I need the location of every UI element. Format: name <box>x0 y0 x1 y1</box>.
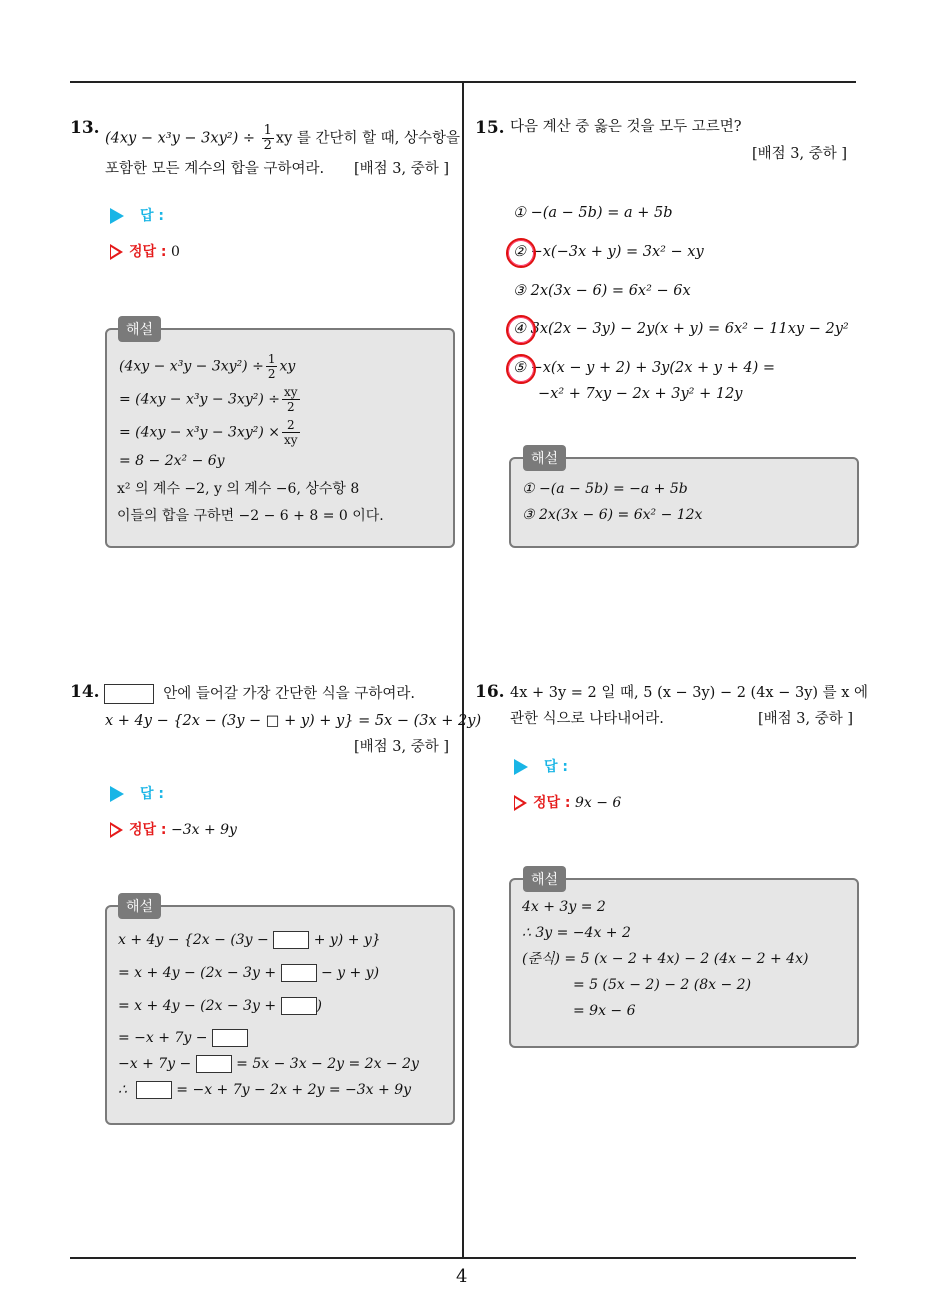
q13-expr: (4xy − x³y − 3xy²) ÷ <box>105 130 255 147</box>
q14-sol-line2: = x + 4y − (2x − 3y + − y + y) <box>118 965 380 981</box>
q16-solution-tag: 해설 <box>523 866 566 892</box>
q13-expr-tail: xy 를 간단히 할 때, 상수항을 <box>275 130 460 147</box>
q14-solution-tag: 해설 <box>118 893 161 919</box>
question-16-line1: 4x + 3y = 2 일 때, 5 (x − 3y) − 2 (4x − 3y) 를 x 에 <box>510 685 869 701</box>
q15-option-4: ④ 3x(2x − 3y) − 2y(x + y) = 6x² − 11xy − 2y² <box>513 321 849 337</box>
q13-sol-line1: (4xy − x³y − 3xy²) ÷ $\frac{1}{2}$ xy <box>119 352 296 381</box>
q16-answer-label: 답 : <box>514 756 568 776</box>
q13-sol-line4: = 8 − 2x² − 6y <box>119 453 225 469</box>
question-16-line2: 관한 식으로 나타내어라. <box>510 711 664 727</box>
blank-box <box>136 1081 172 1099</box>
q13-solution-tag: 해설 <box>118 316 161 342</box>
q15-option-2: ② −x(−3x + y) = 3x² − xy <box>513 244 704 260</box>
question-15-line1: 다음 계산 중 옳은 것을 모두 고르면? <box>510 119 742 135</box>
question-15-number: 15. <box>475 118 505 138</box>
q16-sol-line2: ∴ 3y = −4x + 2 <box>522 925 631 941</box>
outline-triangle-icon <box>514 795 527 811</box>
q14-sol-line4: = −x + 7y − <box>118 1029 248 1047</box>
q13-fraction: $\frac{1}{2}$ <box>263 123 272 153</box>
answer-circle-mark <box>506 238 536 268</box>
blank-box <box>196 1055 232 1073</box>
q16-sol-line5: = 9x − 6 <box>573 1003 636 1019</box>
q13-sol-line6: 이들의 합을 구하면 −2 − 6 + 8 = 0 이다. <box>117 508 384 524</box>
q15-option-1: ① −(a − 5b) = a + 5b <box>513 205 673 221</box>
question-14-score: [배점 3, 중하 ] <box>354 739 450 755</box>
q13-correct-answer: 정답 : 0 <box>110 241 180 261</box>
q13-sol-line5: x² 의 계수 −2, y 의 계수 −6, 상수항 8 <box>117 481 360 497</box>
play-icon <box>110 786 124 802</box>
q15-sol-line1: ① −(a − 5b) = −a + 5b <box>522 481 688 497</box>
q15-sol-line2: ③ 2x(3x − 6) = 6x² − 12x <box>522 507 703 523</box>
blank-box <box>281 964 317 982</box>
q16-sol-line4: = 5 (5x − 2) − 2 (8x − 2) <box>573 977 752 993</box>
question-13-line1 <box>105 124 460 153</box>
q14-blank-box <box>104 684 154 704</box>
play-icon <box>514 759 528 775</box>
question-14-line2: x + 4y − {2x − (3y − □ + y) + y} = 5x − (3x + 2y) <box>105 713 482 729</box>
q15-option-5: ⑤ −x(x − y + 2) + 3y(2x + y + 4) = <box>513 360 775 376</box>
q16-sol-line3: (준식) = 5 (x − 2 + 4x) − 2 (4x − 2 + 4x) <box>522 951 809 967</box>
outline-triangle-icon <box>110 244 123 260</box>
question-14-line1: 안에 들어갈 가장 간단한 식을 구하여라. <box>104 684 415 704</box>
q13-sol-line3: = (4xy − x³y − 3xy²) × $\frac{2}{xy}$ <box>119 418 298 447</box>
page-number: 4 <box>456 1266 468 1287</box>
q14-sol-line3: = x + 4y − (2x − 3y + ) <box>118 998 322 1014</box>
q14-sol-line1: x + 4y − {2x − (3y − + y) + y} <box>118 932 381 948</box>
q15-solution-tag: 해설 <box>523 445 566 471</box>
q16-correct-answer: 정답 : 9x − 6 <box>514 792 621 812</box>
blank-box <box>273 931 309 949</box>
q14-correct-answer: 정답 : −3x + 9y <box>110 819 237 839</box>
q14-sol-line6: ∴ = −x + 7y − 2x + 2y = −3x + 9y <box>118 1082 412 1098</box>
blank-box <box>212 1029 248 1047</box>
question-13-line2: 포함한 모든 계수의 합을 구하여라. <box>105 161 325 177</box>
question-16-number: 16. <box>475 682 505 702</box>
question-16-score: [배점 3, 중하 ] <box>758 711 854 727</box>
answer-circle-mark <box>506 315 536 345</box>
question-14-number: 14. <box>70 682 100 702</box>
q15-option-5-cont: −x² + 7xy − 2x + 3y² + 12y <box>538 386 743 402</box>
column-divider <box>462 83 464 1258</box>
q14-answer-label: 답 : <box>110 783 164 803</box>
q13-answer-label: 답 : <box>110 205 164 225</box>
q13-sol-line2: = (4xy − x³y − 3xy²) ÷ $\frac{xy}{2}$ <box>119 385 298 414</box>
answer-circle-mark <box>506 354 536 384</box>
question-15-score: [배점 3, 중하 ] <box>752 146 848 162</box>
bottom-rule <box>70 1257 856 1259</box>
q14-sol-line5: −x + 7y − = 5x − 3x − 2y = 2x − 2y <box>118 1056 419 1072</box>
play-icon <box>110 208 124 224</box>
q15-option-3: ③ 2x(3x − 6) = 6x² − 6x <box>513 283 691 299</box>
question-13-score: [배점 3, 중하 ] <box>354 161 450 177</box>
question-13-number: 13. <box>70 118 100 138</box>
q16-sol-line1: 4x + 3y = 2 <box>522 899 606 915</box>
blank-box <box>281 997 317 1015</box>
outline-triangle-icon <box>110 822 123 838</box>
